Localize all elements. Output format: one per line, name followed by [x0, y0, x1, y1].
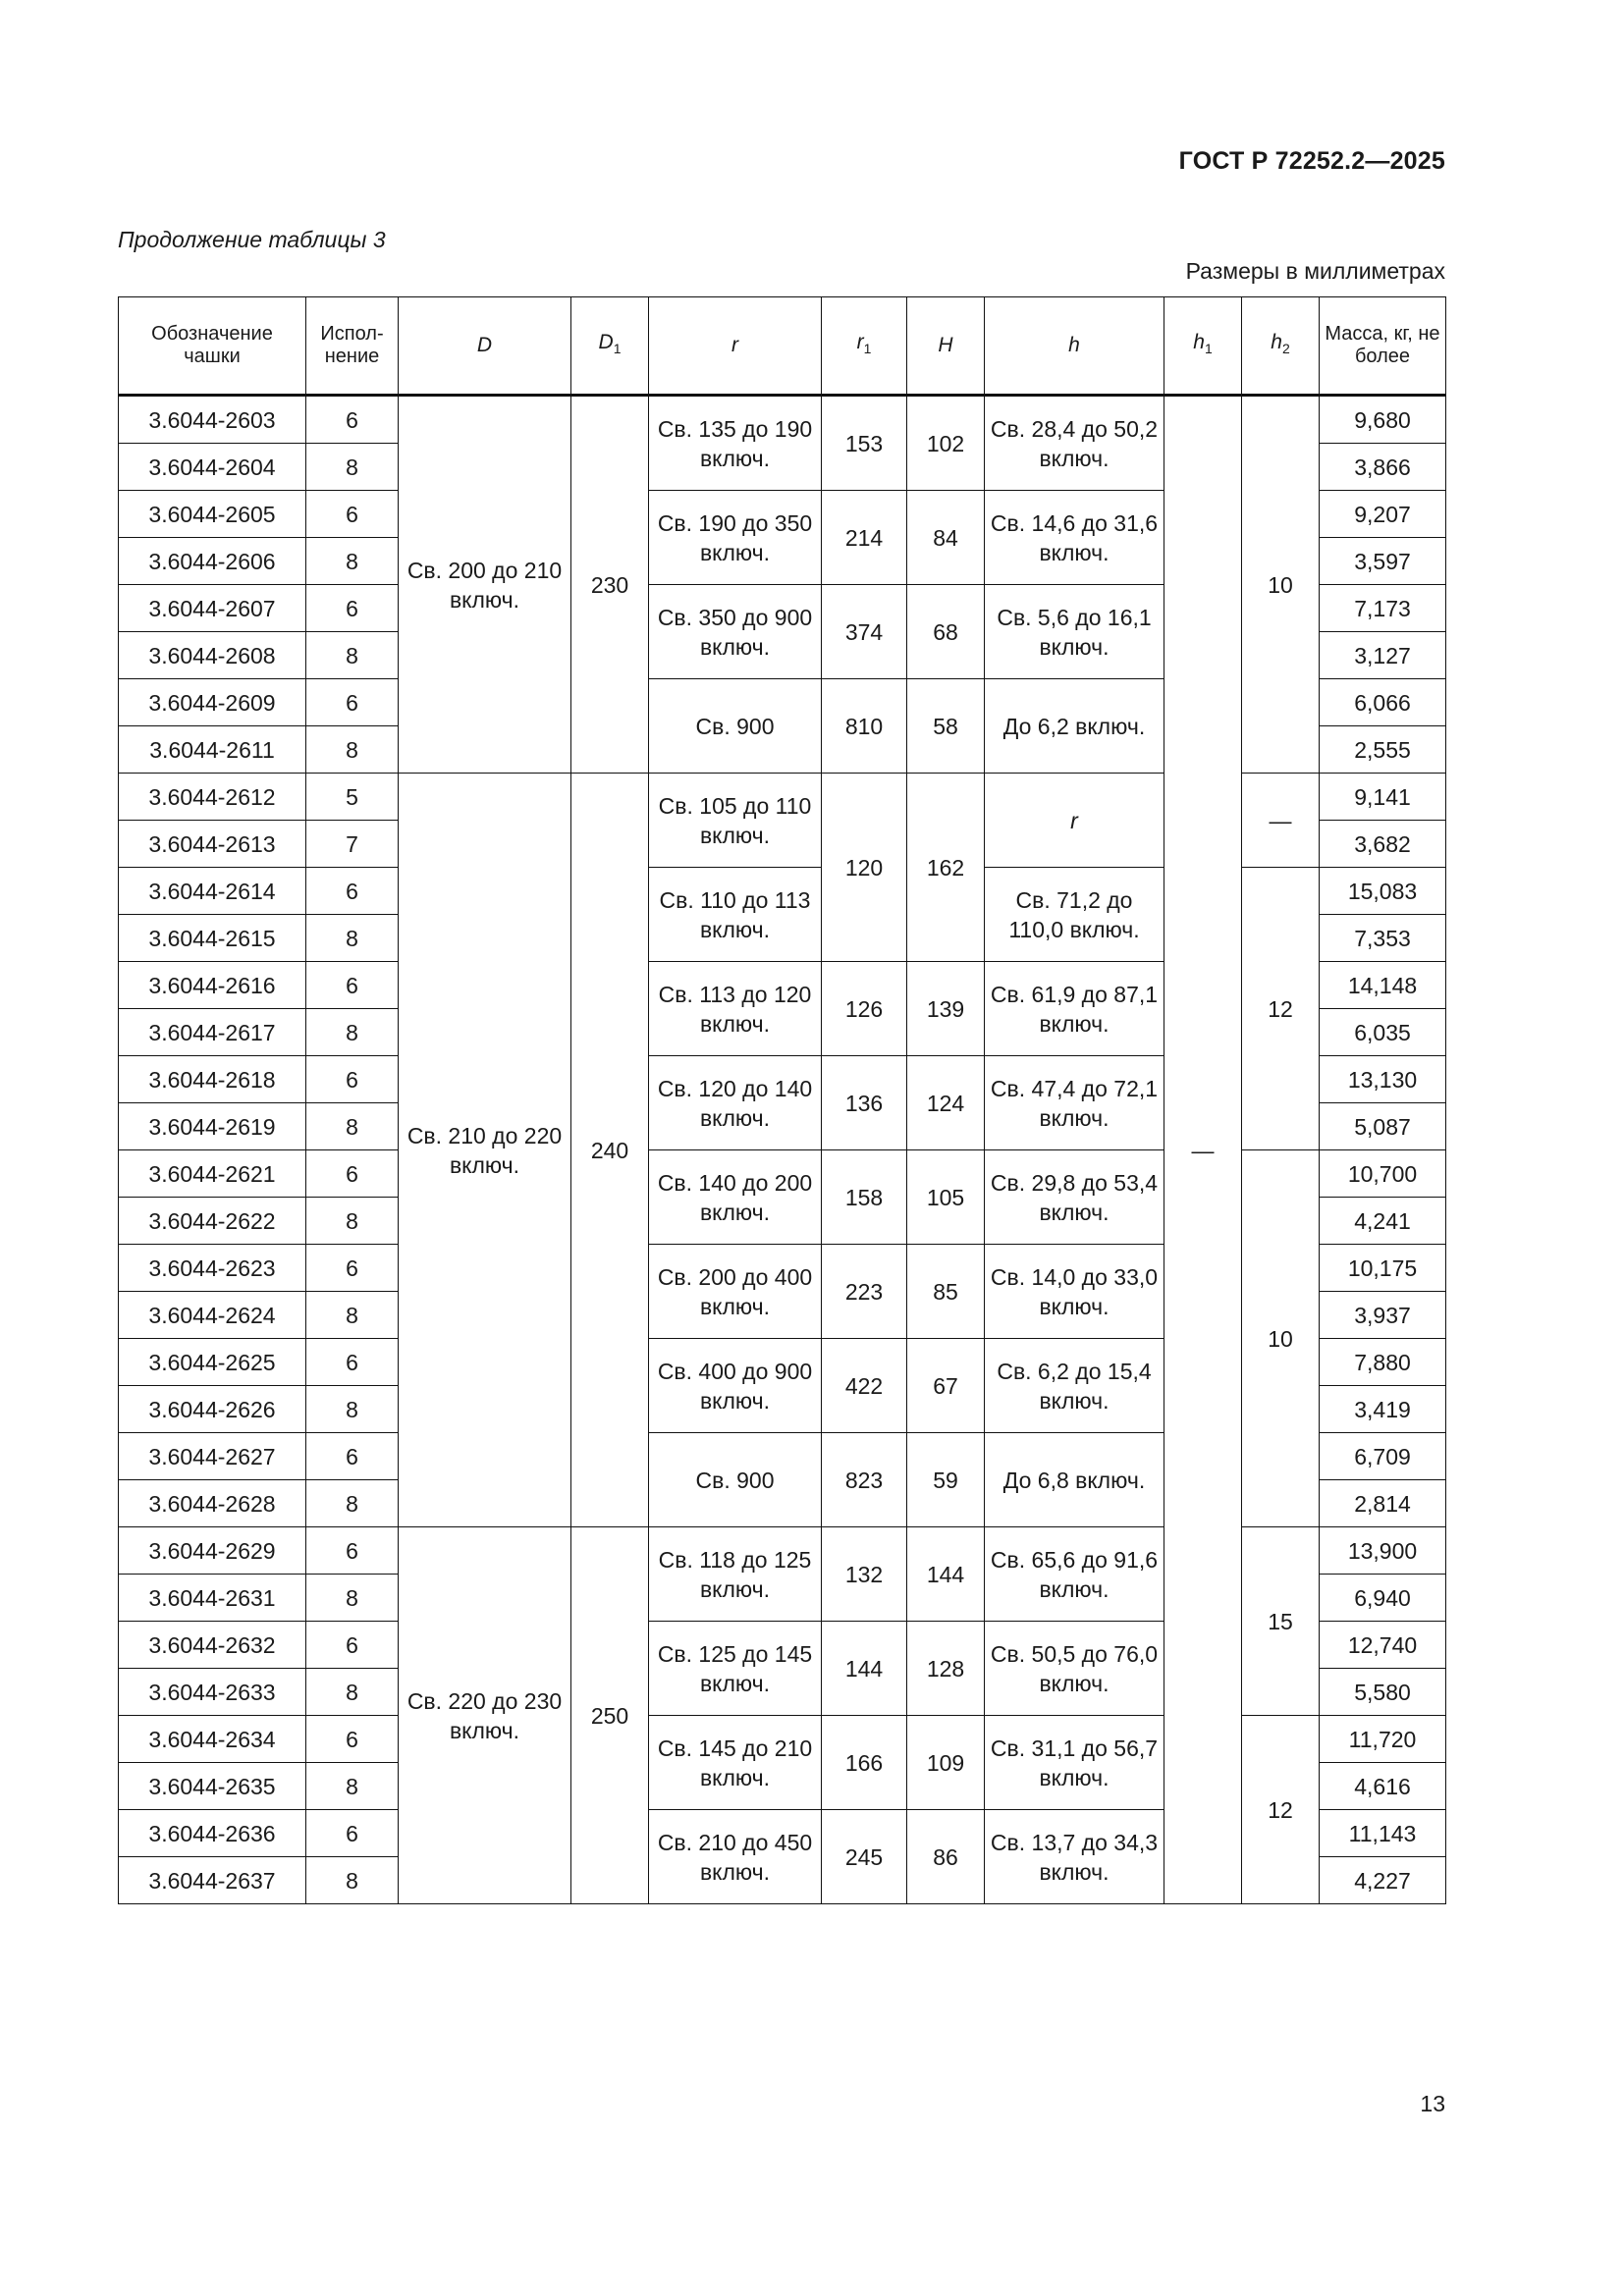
cell-h: Св. 47,4 до 72,1 включ.	[985, 1056, 1164, 1150]
cell-version: 6	[306, 1527, 399, 1575]
cell-mass: 3,682	[1320, 821, 1446, 868]
cell-version: 8	[306, 1669, 399, 1716]
cell-designation: 3.6044-2625	[119, 1339, 306, 1386]
cell-r1: 126	[822, 962, 907, 1056]
cell-mass: 3,597	[1320, 538, 1446, 585]
cell-D: Св. 200 до 210 включ.	[399, 396, 571, 774]
cell-H: 58	[907, 679, 985, 774]
cell-designation: 3.6044-2631	[119, 1575, 306, 1622]
header-designation: Обозначение чашки	[119, 297, 306, 396]
cell-D: Св. 210 до 220 включ.	[399, 774, 571, 1527]
table-row	[119, 1716, 1446, 1763]
cell-mass: 2,555	[1320, 726, 1446, 774]
header-H	[907, 297, 985, 396]
header-h2	[1242, 297, 1320, 396]
cell-mass: 14,148	[1320, 962, 1446, 1009]
cell-r: Св. 400 до 900 включ.	[649, 1339, 822, 1433]
units-note: Размеры в миллиметрах	[1185, 258, 1445, 284]
cell-designation: 3.6044-2629	[119, 1527, 306, 1575]
header-r1-base: r	[856, 330, 864, 353]
cell-designation: 3.6044-2632	[119, 1622, 306, 1669]
cell-version: 6	[306, 679, 399, 726]
cell-h: До 6,2 включ.	[985, 679, 1164, 774]
cell-mass: 6,940	[1320, 1575, 1446, 1622]
cell-version: 6	[306, 1716, 399, 1763]
table-caption: Продолжение таблицы 3	[118, 227, 386, 252]
cell-version: 6	[306, 1810, 399, 1857]
cell-mass: 3,127	[1320, 632, 1446, 679]
cell-r1: 810	[822, 679, 907, 774]
cell-mass: 5,580	[1320, 1669, 1446, 1716]
header-H-symbol: H	[938, 334, 953, 356]
cell-r1: 245	[822, 1810, 907, 1904]
cell-mass: 11,720	[1320, 1716, 1446, 1763]
cell-mass: 4,227	[1320, 1857, 1446, 1904]
cell-r: Св. 210 до 450 включ.	[649, 1810, 822, 1904]
cell-designation: 3.6044-2607	[119, 585, 306, 632]
cell-mass: 6,066	[1320, 679, 1446, 726]
cell-h: Св. 29,8 до 53,4 включ.	[985, 1150, 1164, 1245]
cell-designation: 3.6044-2637	[119, 1857, 306, 1904]
cell-r1: 223	[822, 1245, 907, 1339]
header-h	[985, 297, 1164, 396]
header-D1	[571, 297, 649, 396]
cell-H: 162	[907, 774, 985, 962]
cell-version: 8	[306, 915, 399, 962]
dimensions-table	[118, 296, 1446, 1904]
cell-H: 59	[907, 1433, 985, 1527]
cell-designation: 3.6044-2611	[119, 726, 306, 774]
cell-mass: 7,353	[1320, 915, 1446, 962]
cell-h1: —	[1164, 396, 1242, 1904]
cell-version: 8	[306, 1292, 399, 1339]
cell-H: 85	[907, 1245, 985, 1339]
cell-r: Св. 145 до 210 включ.	[649, 1716, 822, 1810]
cell-version: 6	[306, 1622, 399, 1669]
cell-h: r	[985, 774, 1164, 868]
cell-designation: 3.6044-2627	[119, 1433, 306, 1480]
cell-h2: 12	[1242, 868, 1320, 1150]
cell-h: Св. 71,2 до 110,0 включ.	[985, 868, 1164, 962]
cell-r: Св. 118 до 125 включ.	[649, 1527, 822, 1622]
cell-r1: 120	[822, 774, 907, 962]
cell-r: Св. 105 до 110 включ.	[649, 774, 822, 868]
cell-designation: 3.6044-2624	[119, 1292, 306, 1339]
cell-r: Св. 135 до 190 включ.	[649, 396, 822, 491]
cell-mass: 13,130	[1320, 1056, 1446, 1103]
cell-version: 8	[306, 444, 399, 491]
header-D	[399, 297, 571, 396]
cell-h: Св. 14,0 до 33,0 включ.	[985, 1245, 1164, 1339]
cell-h2: 15	[1242, 1527, 1320, 1716]
cell-designation: 3.6044-2614	[119, 868, 306, 915]
header-mass: Масса, кг, не более	[1320, 297, 1446, 396]
cell-designation: 3.6044-2636	[119, 1810, 306, 1857]
cell-version: 6	[306, 1339, 399, 1386]
cell-r: Св. 113 до 120 включ.	[649, 962, 822, 1056]
cell-designation: 3.6044-2608	[119, 632, 306, 679]
cell-designation: 3.6044-2633	[119, 1669, 306, 1716]
cell-version: 8	[306, 1763, 399, 1810]
header-version: Испол-нение	[306, 297, 399, 396]
cell-r: Св. 120 до 140 включ.	[649, 1056, 822, 1150]
cell-mass: 9,207	[1320, 491, 1446, 538]
cell-mass: 12,740	[1320, 1622, 1446, 1669]
cell-r1: 132	[822, 1527, 907, 1622]
cell-mass: 7,173	[1320, 585, 1446, 632]
standard-designation: ГОСТ Р 72252.2—2025	[1178, 147, 1445, 175]
cell-D1: 240	[571, 774, 649, 1527]
cell-mass: 6,709	[1320, 1433, 1446, 1480]
cell-h2: 10	[1242, 396, 1320, 774]
cell-mass: 3,419	[1320, 1386, 1446, 1433]
cell-r: Св. 110 до 113 включ.	[649, 868, 822, 962]
cell-H: 67	[907, 1339, 985, 1433]
cell-mass: 3,937	[1320, 1292, 1446, 1339]
cell-designation: 3.6044-2605	[119, 491, 306, 538]
cell-designation: 3.6044-2619	[119, 1103, 306, 1150]
cell-mass: 4,616	[1320, 1763, 1446, 1810]
table-body	[119, 396, 1446, 1904]
cell-designation: 3.6044-2613	[119, 821, 306, 868]
cell-version: 8	[306, 726, 399, 774]
cell-r: Св. 190 до 350 включ.	[649, 491, 822, 585]
cell-H: 86	[907, 1810, 985, 1904]
cell-r: Св. 900	[649, 679, 822, 774]
table-row	[119, 1150, 1446, 1198]
cell-version: 8	[306, 1198, 399, 1245]
cell-mass: 2,814	[1320, 1480, 1446, 1527]
cell-h: Св. 50,5 до 76,0 включ.	[985, 1622, 1164, 1716]
cell-designation: 3.6044-2621	[119, 1150, 306, 1198]
cell-H: 128	[907, 1622, 985, 1716]
cell-mass: 6,035	[1320, 1009, 1446, 1056]
cell-h: Св. 31,1 до 56,7 включ.	[985, 1716, 1164, 1810]
cell-mass: 4,241	[1320, 1198, 1446, 1245]
cell-h: Св. 14,6 до 31,6 включ.	[985, 491, 1164, 585]
cell-designation: 3.6044-2622	[119, 1198, 306, 1245]
cell-mass: 9,680	[1320, 396, 1446, 444]
cell-H: 68	[907, 585, 985, 679]
cell-mass: 3,866	[1320, 444, 1446, 491]
table-row	[119, 868, 1446, 915]
cell-r1: 823	[822, 1433, 907, 1527]
page-number: 13	[1420, 2091, 1445, 2116]
cell-mass: 10,700	[1320, 1150, 1446, 1198]
cell-r1: 374	[822, 585, 907, 679]
cell-designation: 3.6044-2618	[119, 1056, 306, 1103]
cell-H: 84	[907, 491, 985, 585]
cell-r: Св. 350 до 900 включ.	[649, 585, 822, 679]
cell-version: 7	[306, 821, 399, 868]
cell-version: 8	[306, 1103, 399, 1150]
header-D1-base: D	[598, 330, 614, 353]
header-r-symbol: r	[731, 334, 738, 356]
cell-designation: 3.6044-2615	[119, 915, 306, 962]
cell-h: Св. 61,9 до 87,1 включ.	[985, 962, 1164, 1056]
cell-mass: 9,141	[1320, 774, 1446, 821]
cell-designation: 3.6044-2623	[119, 1245, 306, 1292]
cell-D1: 230	[571, 396, 649, 774]
cell-h2: —	[1242, 774, 1320, 868]
table-row	[119, 1527, 1446, 1575]
cell-H: 102	[907, 396, 985, 491]
cell-mass: 7,880	[1320, 1339, 1446, 1386]
cell-version: 6	[306, 585, 399, 632]
cell-version: 8	[306, 1480, 399, 1527]
cell-D1: 250	[571, 1527, 649, 1904]
header-h1-sub: 1	[1204, 341, 1213, 357]
cell-r: Св. 125 до 145 включ.	[649, 1622, 822, 1716]
cell-designation: 3.6044-2609	[119, 679, 306, 726]
cell-designation: 3.6044-2616	[119, 962, 306, 1009]
cell-H: 109	[907, 1716, 985, 1810]
header-D1-symbol	[598, 330, 622, 357]
cell-mass: 13,900	[1320, 1527, 1446, 1575]
header-r1-symbol	[856, 330, 872, 357]
cell-r1: 422	[822, 1339, 907, 1433]
cell-version: 6	[306, 1433, 399, 1480]
table-row	[119, 396, 1446, 444]
cell-h: Св. 6,2 до 15,4 включ.	[985, 1339, 1164, 1433]
cell-H: 144	[907, 1527, 985, 1622]
cell-designation: 3.6044-2606	[119, 538, 306, 585]
table-row	[119, 774, 1446, 821]
header-r	[649, 297, 822, 396]
cell-r1: 136	[822, 1056, 907, 1150]
cell-h: Св. 65,6 до 91,6 включ.	[985, 1527, 1164, 1622]
cell-version: 8	[306, 632, 399, 679]
header-r1-sub: 1	[863, 341, 872, 357]
cell-designation: 3.6044-2604	[119, 444, 306, 491]
cell-version: 8	[306, 1386, 399, 1433]
cell-version: 8	[306, 1575, 399, 1622]
cell-r: Св. 140 до 200 включ.	[649, 1150, 822, 1245]
cell-designation: 3.6044-2634	[119, 1716, 306, 1763]
cell-H: 105	[907, 1150, 985, 1245]
header-h1-symbol	[1193, 330, 1213, 357]
cell-h2: 10	[1242, 1150, 1320, 1527]
header-r1	[822, 297, 907, 396]
cell-version: 8	[306, 538, 399, 585]
header-D1-sub: 1	[613, 341, 622, 357]
cell-mass: 15,083	[1320, 868, 1446, 915]
header-h2-sub: 2	[1281, 341, 1290, 357]
cell-mass: 11,143	[1320, 1810, 1446, 1857]
cell-mass: 10,175	[1320, 1245, 1446, 1292]
cell-H: 139	[907, 962, 985, 1056]
cell-version: 6	[306, 868, 399, 915]
cell-r1: 144	[822, 1622, 907, 1716]
header-h1	[1164, 297, 1242, 396]
cell-r1: 214	[822, 491, 907, 585]
cell-version: 6	[306, 491, 399, 538]
cell-r1: 158	[822, 1150, 907, 1245]
cell-D: Св. 220 до 230 включ.	[399, 1527, 571, 1904]
cell-designation: 3.6044-2617	[119, 1009, 306, 1056]
header-h2-symbol	[1271, 330, 1290, 357]
cell-version: 6	[306, 962, 399, 1009]
cell-h: Св. 28,4 до 50,2 включ.	[985, 396, 1164, 491]
cell-h: До 6,8 включ.	[985, 1433, 1164, 1527]
cell-designation: 3.6044-2626	[119, 1386, 306, 1433]
cell-version: 8	[306, 1009, 399, 1056]
header-D-symbol: D	[476, 334, 493, 356]
cell-r1: 166	[822, 1716, 907, 1810]
cell-version: 6	[306, 396, 399, 444]
cell-r1: 153	[822, 396, 907, 491]
cell-h: Св. 5,6 до 16,1 включ.	[985, 585, 1164, 679]
header-h1-base: h	[1193, 330, 1205, 353]
cell-designation: 3.6044-2635	[119, 1763, 306, 1810]
header-h-symbol: h	[1068, 334, 1080, 356]
cell-h2: 12	[1242, 1716, 1320, 1904]
cell-version: 6	[306, 1245, 399, 1292]
header-h2-base: h	[1271, 330, 1282, 353]
cell-version: 6	[306, 1056, 399, 1103]
cell-r: Св. 200 до 400 включ.	[649, 1245, 822, 1339]
cell-version: 6	[306, 1150, 399, 1198]
cell-designation: 3.6044-2612	[119, 774, 306, 821]
cell-mass: 5,087	[1320, 1103, 1446, 1150]
cell-H: 124	[907, 1056, 985, 1150]
cell-h: Св. 13,7 до 34,3 включ.	[985, 1810, 1164, 1904]
cell-r: Св. 900	[649, 1433, 822, 1527]
header-row	[119, 297, 1446, 396]
cell-version: 5	[306, 774, 399, 821]
cell-designation: 3.6044-2628	[119, 1480, 306, 1527]
cell-designation: 3.6044-2603	[119, 396, 306, 444]
cell-version: 8	[306, 1857, 399, 1904]
